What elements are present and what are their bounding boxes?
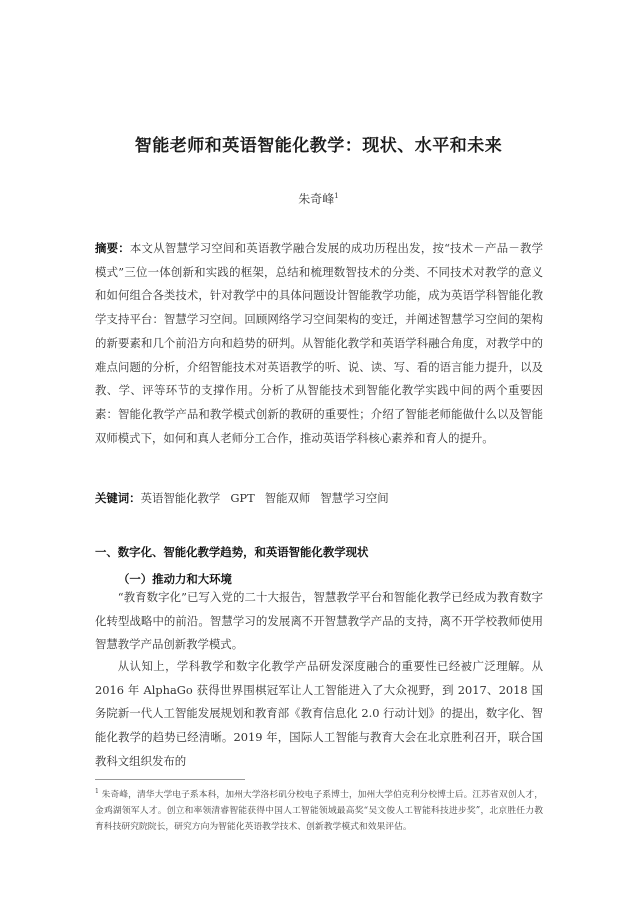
footnote-text: 朱奇峰，清华大学电子系本科，加州大学洛杉矶分校电子系博士，加州大学伯克利分校博士后。江苏省双创人才，金鸡湖领军人才。创立和率领清睿智能获得中国人工智能领域最高奖“吴文俊人工智能科技进步奖”，北京胜任力教育科技研究院院长，研究方向为智能化英语教学技术、创新教学模式和效果评估。 <box>95 789 543 832</box>
paper-title: 智能老师和英语智能化教学：现状、水平和未来 <box>134 136 503 156</box>
body-paragraph: “教育数字化”已写入党的二十大报告，智慧教学平台和智能化教学已经成为教育数字化转型战略中的前沿。智慧学习的发展离不开智慧教学产品的支持，离不开学校教师使用智慧教学产品创新教学模式。 <box>95 590 543 652</box>
keyword-item: 英语智能化教学 <box>140 491 221 505</box>
subsection-heading: （一）推动力和大环境 <box>118 572 232 586</box>
footnote-mark: 1 <box>95 788 99 795</box>
footnote <box>95 784 543 835</box>
abstract <box>95 237 543 450</box>
abstract-text: 本文从智慧学习空间和英语教学融合发展的成功历程出发，按“技术－产品－教学模式”三位一体创新和实践的框架，总结和梳理数智技术的分类、不同技术对教学的意义和如何组合各类技术，针对教学中的具体问题设计智能教学功能，成为英语学科智能化教学支持平台：智慧学习空间。回顾网络学习空间架构的变迁，并阐述智慧学习空间的架构的新要素和几个前沿方向和趋势的研判。从智能化教学和英语学科融合角度，对教学中的难点问题的分析，介绍智能技术对英语教学的听、说、读、写、看的语言能力提升，以及教、学、评等环节的支撑作用。分析了从智能技术到智能化教学实践中间的两个重要因素：智能化教学产品和教学模式创新的教研的重要性；介绍了智能老师能做什么以及智能双师模式下，如何和真人老师分工合作，推动英语学科核心素养和育人的提升。 <box>95 241 543 445</box>
keyword-item: GPT <box>230 491 255 505</box>
section-heading: 一、数字化、智能化教学趋势，和英语智能化教学现状 <box>95 545 369 559</box>
abstract-label: 摘要： <box>95 241 130 255</box>
keywords <box>95 488 543 508</box>
keyword-item: 智慧学习空间 <box>320 491 389 505</box>
author-footnote-mark: 1 <box>334 192 339 200</box>
body-paragraph: 从认知上，学科教学和数字化教学产品研发深度融合的重要性已经被广泛理解。从 2016 年 AlphaGo 获得世界围棋冠军让人工智能进入了大众视野，到 2017、2018 国务院新一代人工智能发展规划和教育部《教育信息化 2.0 行动计划》的提出，数字化、智能化教学的趋势已经清晰。2019 年，国际人工智能与教育大会在北京胜利召开，联合国教科文组织发布的 <box>95 659 543 768</box>
author-name: 朱奇峰 <box>298 192 335 206</box>
footnote-divider <box>95 779 245 780</box>
author-line <box>0 190 637 207</box>
keyword-item: 智能双师 <box>264 491 311 505</box>
keywords-label: 关键词： <box>95 491 141 505</box>
